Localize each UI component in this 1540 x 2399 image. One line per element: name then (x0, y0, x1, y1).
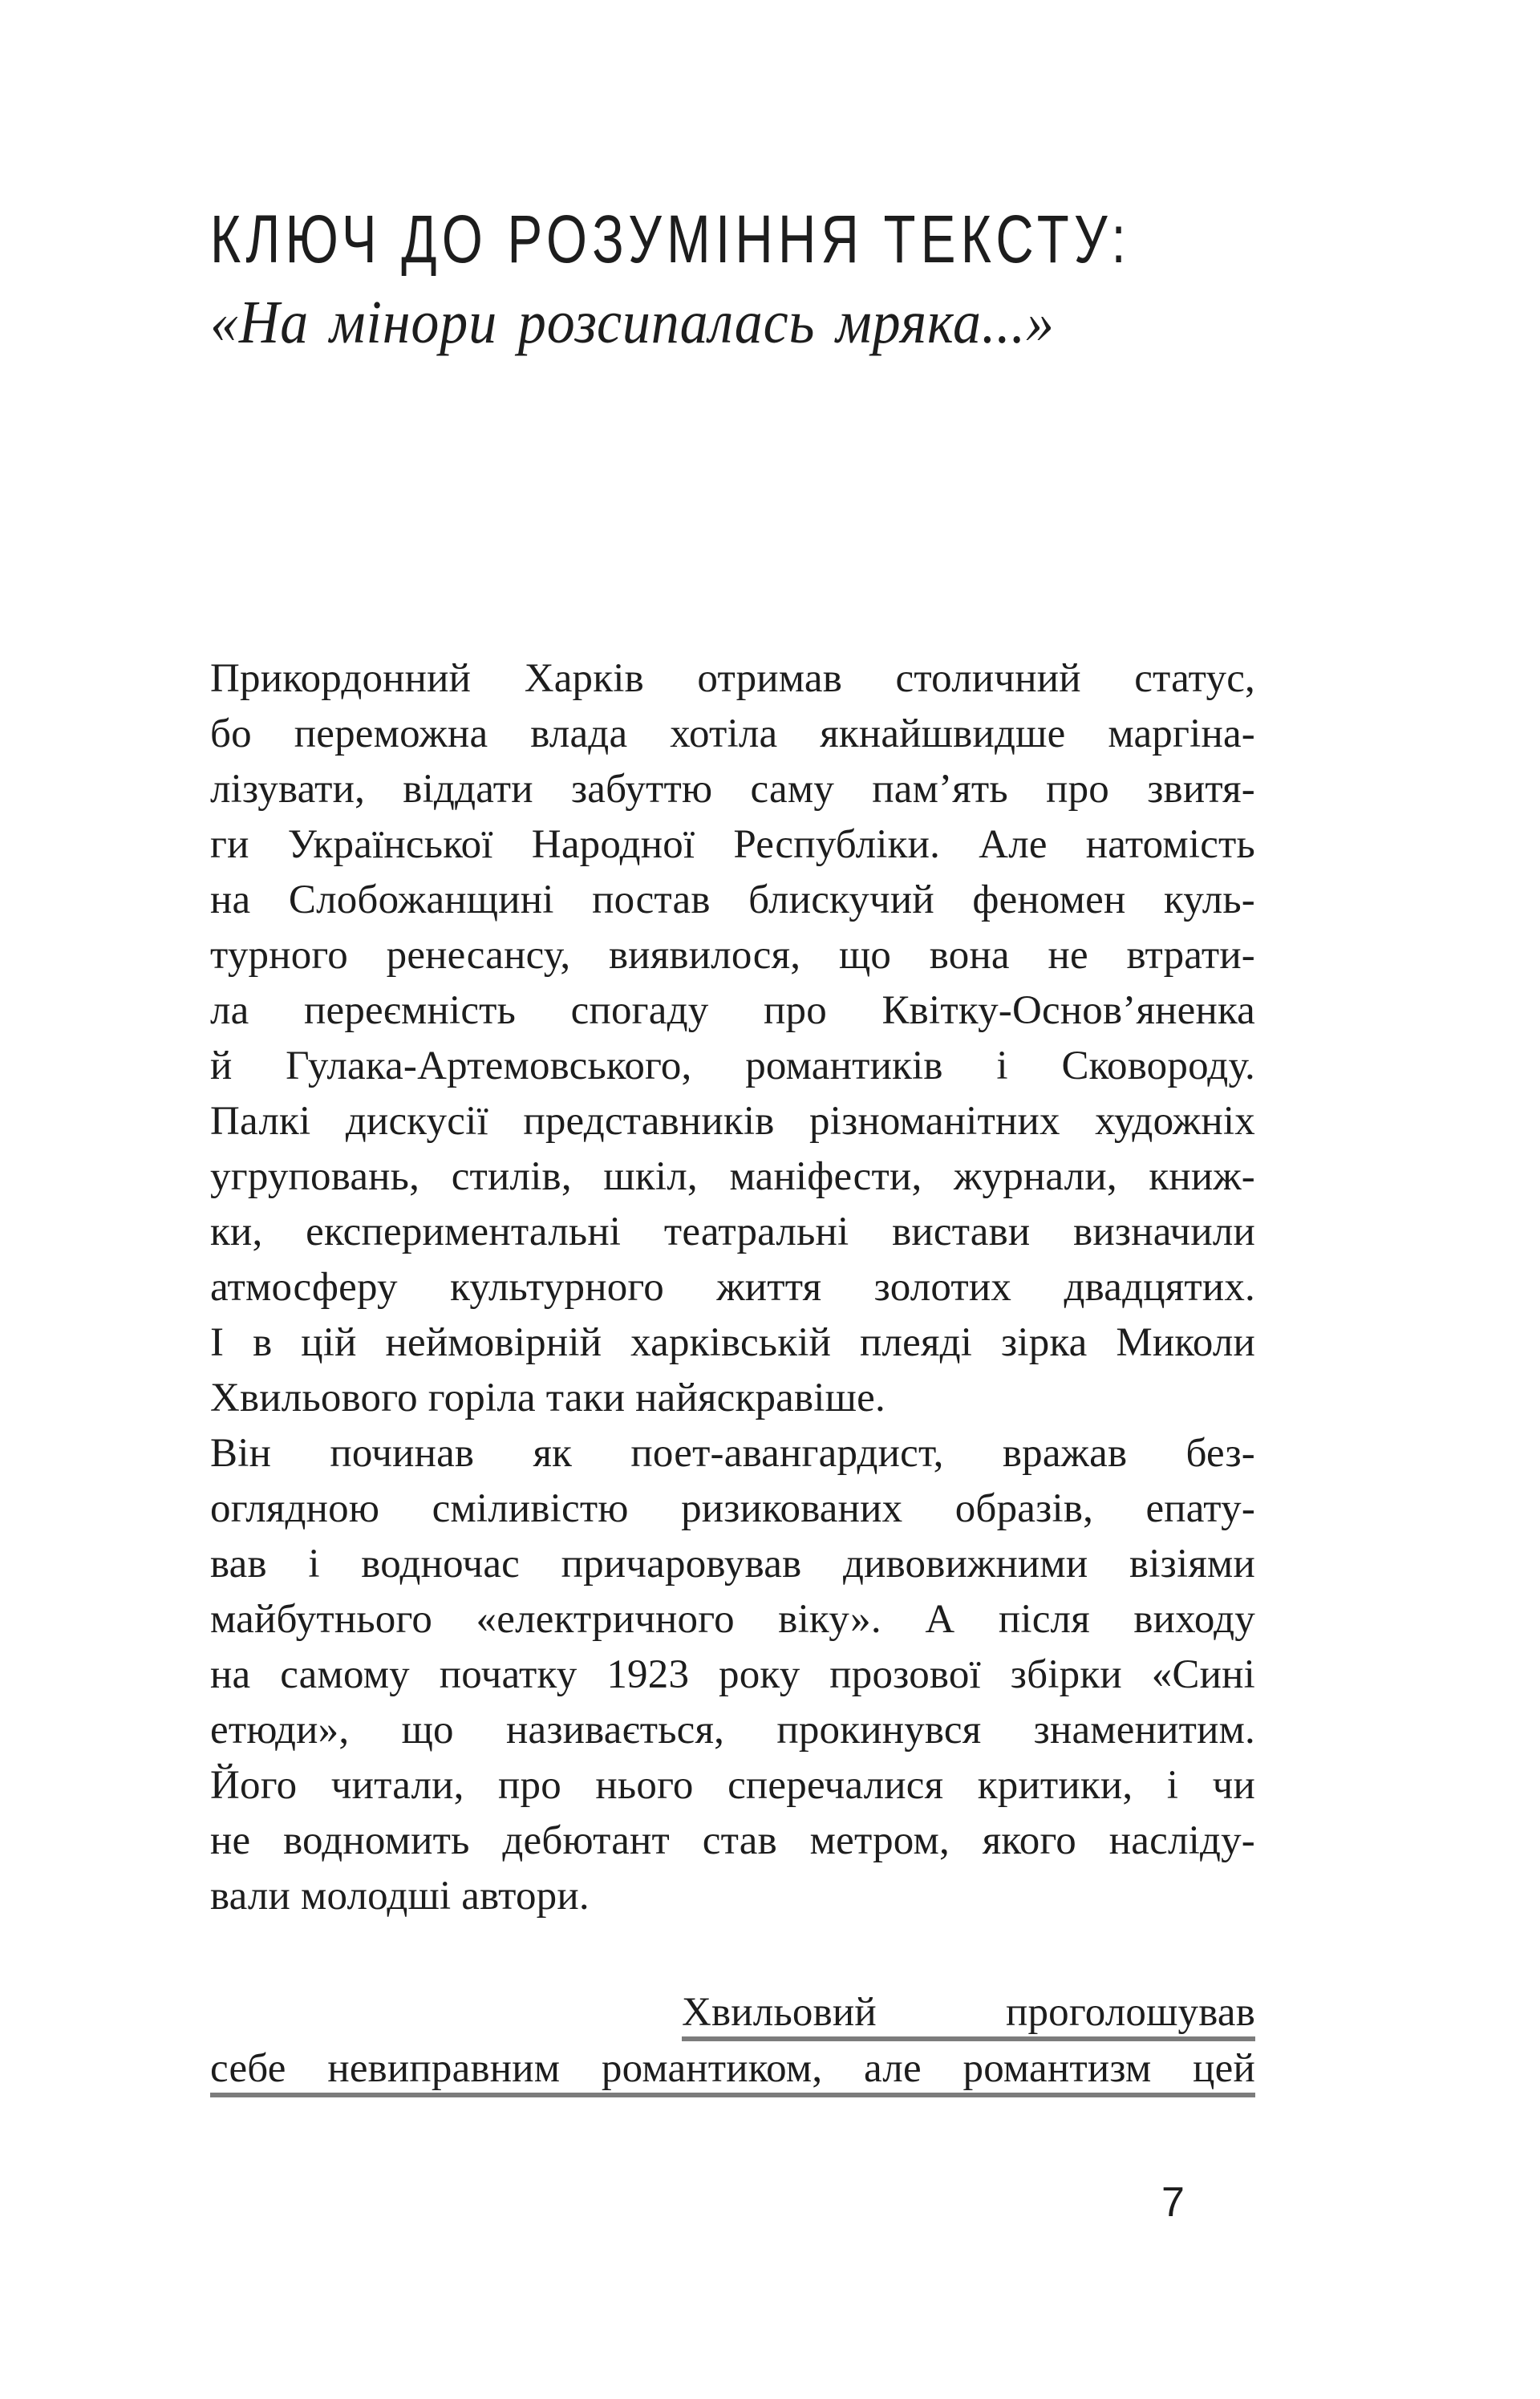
text-line: лізувати, віддати забуттю саму пам’ять про звитя- (210, 767, 1255, 812)
page-number: 7 (1161, 2179, 1185, 2226)
text-line: етюди», що називається, прокинувся знаменитим. (210, 1708, 1255, 1753)
text-line: атмосферу культурного життя золотих двадцятих. (210, 1265, 1255, 1310)
text-line: І в цій неймовірній харківській плеяді зірка Миколи (210, 1320, 1255, 1365)
chapter-title: КЛЮЧ ДО РОЗУМІННЯ ТЕКСТУ: (210, 201, 1131, 277)
chapter-heading (210, 199, 1333, 359)
section-gap (210, 1924, 1255, 1988)
text-line: й Гулака-Артемовського, романтиків і Сковороду. (210, 1043, 1255, 1088)
text-line: на Слобожанщині постав блискучий феномен куль- (210, 877, 1255, 922)
text-line: ла переємність спогаду про Квітку-Основ’яненка (210, 988, 1255, 1033)
text-line: Він починав як поет-авангардист, вражав без- (210, 1431, 1255, 1476)
text-line: майбутнього «електричного віку». А після виходу (210, 1597, 1255, 1642)
text-line: ги Української Народної Республіки. Але натомість (210, 822, 1255, 867)
text-line: турного ренесансу, виявилося, що вона не втрати- (210, 933, 1255, 978)
paragraph (210, 651, 1255, 1426)
text-line: угруповань, стилів, шкіл, маніфести, журнали, книж- (210, 1154, 1255, 1199)
text-line: оглядною сміливістю ризикованих образів, епату- (210, 1486, 1255, 1531)
text-line: Палкі дискусії представників різноманітних художніх (210, 1099, 1255, 1144)
text-line: на самому початку 1923 року прозової збірки «Сині (210, 1652, 1255, 1697)
chapter-subtitle: «На мінори розсипалась мряка...» (210, 289, 1055, 356)
text-line: вали молодші автори. (210, 1874, 590, 1919)
text-line: вав і водночас причаровував дивовижними візіями (210, 1542, 1255, 1587)
text-line: ки, експериментальні театральні вистави визначили (210, 1210, 1255, 1254)
text-line: не водномить дебютант став метром, якого насліду- (210, 1818, 1255, 1863)
text-line: Хвильового горіла таки найяскравіше. (210, 1376, 886, 1420)
text-line: бо переможна влада хотіла якнайшвидше маргіна- (210, 711, 1255, 756)
highlighted-text-line: себе невиправним романтиком, але романтизм цей (210, 2044, 1255, 2097)
paragraph (210, 1426, 1255, 1924)
highlighted-text-line: Хвильовий проголошував (682, 1988, 1255, 2041)
body-text (210, 651, 1255, 2101)
text-line: Його читали, про нього сперечалися критики, і чи (210, 1763, 1255, 1808)
text-line: Прикордонний Харків отримав столичний статус, (210, 656, 1255, 701)
